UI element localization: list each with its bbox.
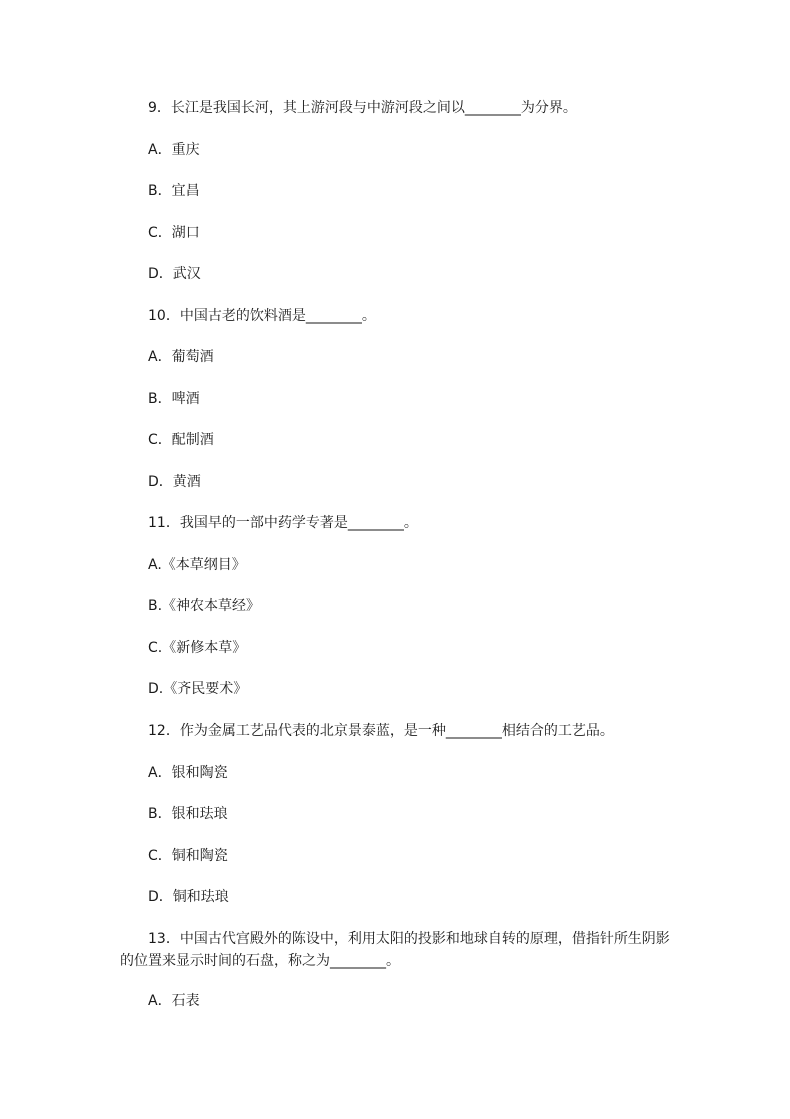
question-12-option-c: C．铜和陶瓷: [148, 848, 228, 864]
question-10-stem: 10．中国古老的饮料酒是________。: [148, 308, 376, 324]
question-13-stem: 13．中国古代宫殿外的陈设中，利用太阳的投影和地球自转的原理，借指针所生阴影的位置来显示时间的石盘，称之为________。: [120, 931, 670, 969]
question-12-option-b: B．银和珐琅: [148, 806, 228, 822]
question-10-option-a: A．葡萄酒: [148, 349, 214, 365]
question-11-option-c: C.《新修本草》: [148, 640, 247, 656]
question-9-option-b: B．宜昌: [148, 183, 200, 199]
question-10-option-c: C．配制酒: [148, 432, 214, 448]
question-9-option-a: A．重庆: [148, 142, 200, 158]
question-11-option-d: D.《齐民要术》: [148, 681, 248, 697]
question-12-option-d: D．铜和珐琅: [148, 889, 229, 905]
question-9-option-c: C．湖口: [148, 225, 200, 241]
question-10-option-b: B．啤酒: [148, 391, 200, 407]
question-11-option-a: A.《本草纲目》: [148, 557, 246, 573]
question-13-option-a: A．石表: [148, 993, 200, 1009]
question-11-option-b: B.《神农本草经》: [148, 598, 261, 614]
question-12-stem: 12．作为金属工艺品代表的北京景泰蓝，是一种________相结合的工艺品。: [148, 723, 614, 739]
question-9-stem: 9．长江是我国长河，其上游河段与中游河段之间以________为分界。: [148, 100, 577, 116]
question-9-option-d: D．武汉: [148, 266, 201, 282]
question-12-option-a: A．银和陶瓷: [148, 765, 228, 781]
question-10-option-d: D．黄酒: [148, 474, 201, 490]
question-11-stem: 11．我国早的一部中药学专著是________。: [148, 515, 418, 531]
